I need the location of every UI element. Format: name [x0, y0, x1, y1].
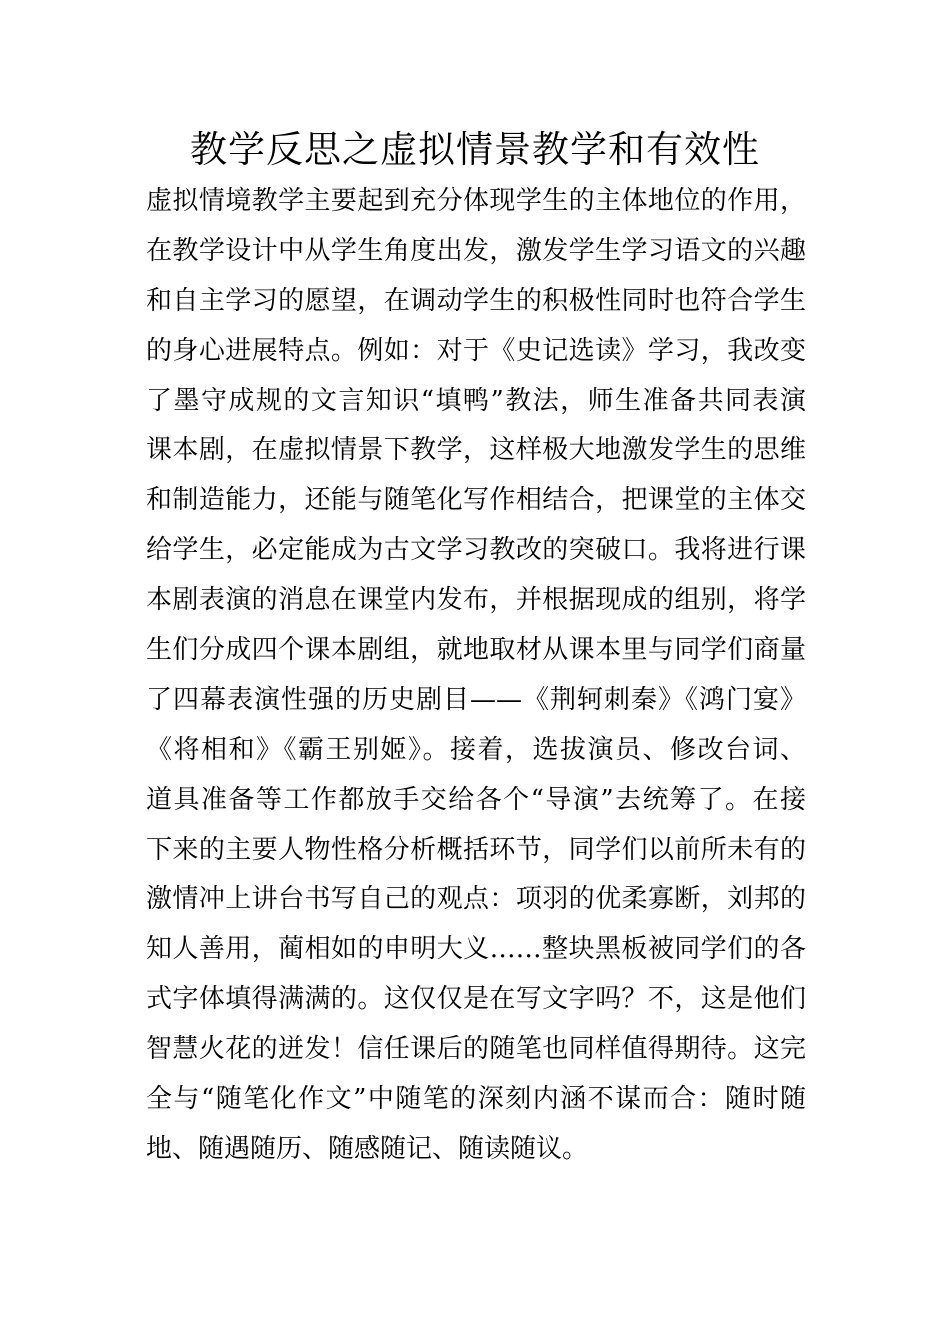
body-line: 《将相和》《霸王别姬》。接着，选拔演员、修改台词、: [146, 734, 806, 765]
body-line: 生们分成四个课本剧组，就地取材从课本里与同学们商量: [146, 635, 806, 666]
body-line: 地、随遇随历、随感随记、随读随议。: [146, 1133, 589, 1164]
body-line: 了四幕表演性强的历史剧目——《荆轲刺秦》《鸿门宴》: [146, 684, 806, 715]
body-line: 给学生，必定能成为古文学习教改的突破口。我将进行课: [146, 535, 806, 566]
body-line: 和制造能力，还能与随笔化写作相结合，把课堂的主体交: [146, 485, 806, 516]
body-line: 和自主学习的愿望，在调动学生的积极性同时也符合学生: [146, 285, 806, 316]
document-title: 教学反思之虚拟情景教学和有效性: [190, 128, 760, 171]
body-line: 本剧表演的消息在课堂内发布，并根据现成的组别，将学: [146, 585, 806, 616]
body-line: 下来的主要人物性格分析概括环节，同学们以前所未有的: [146, 834, 806, 865]
body-line: 全与“随笔化作文”中随笔的深刻内涵不谋而合：随时随: [146, 1084, 806, 1115]
body-line: 的身心进展特点。例如：对于《史记选读》学习，我改变: [146, 335, 806, 366]
body-line: 激情冲上讲台书写自己的观点：项羽的优柔寡断，刘邦的: [146, 884, 806, 915]
body-line: 智慧火花的迸发！信任课后的随笔也同样值得期待。这完: [146, 1034, 806, 1065]
body-line: 了墨守成规的文言知识“填鸭”教法，师生准备共同表演: [146, 385, 806, 416]
body-line: 虚拟情境教学主要起到充分体现学生的主体地位的作用，: [146, 186, 806, 216]
document-body: [146, 177, 806, 1175]
body-line: 道具准备等工作都放手交给各个“导演”去统筹了。在接: [146, 784, 806, 815]
body-line: 知人善用，蔺相如的申明大义……整块黑板被同学们的各: [146, 934, 806, 965]
body-line: 课本剧，在虚拟情景下教学，这样极大地激发学生的思维: [146, 435, 806, 466]
body-line: 在教学设计中从学生角度出发，激发学生学习语文的兴趣: [146, 235, 806, 266]
body-line: 式字体填得满满的。这仅仅是在写文字吗？不，这是他们: [146, 984, 806, 1015]
